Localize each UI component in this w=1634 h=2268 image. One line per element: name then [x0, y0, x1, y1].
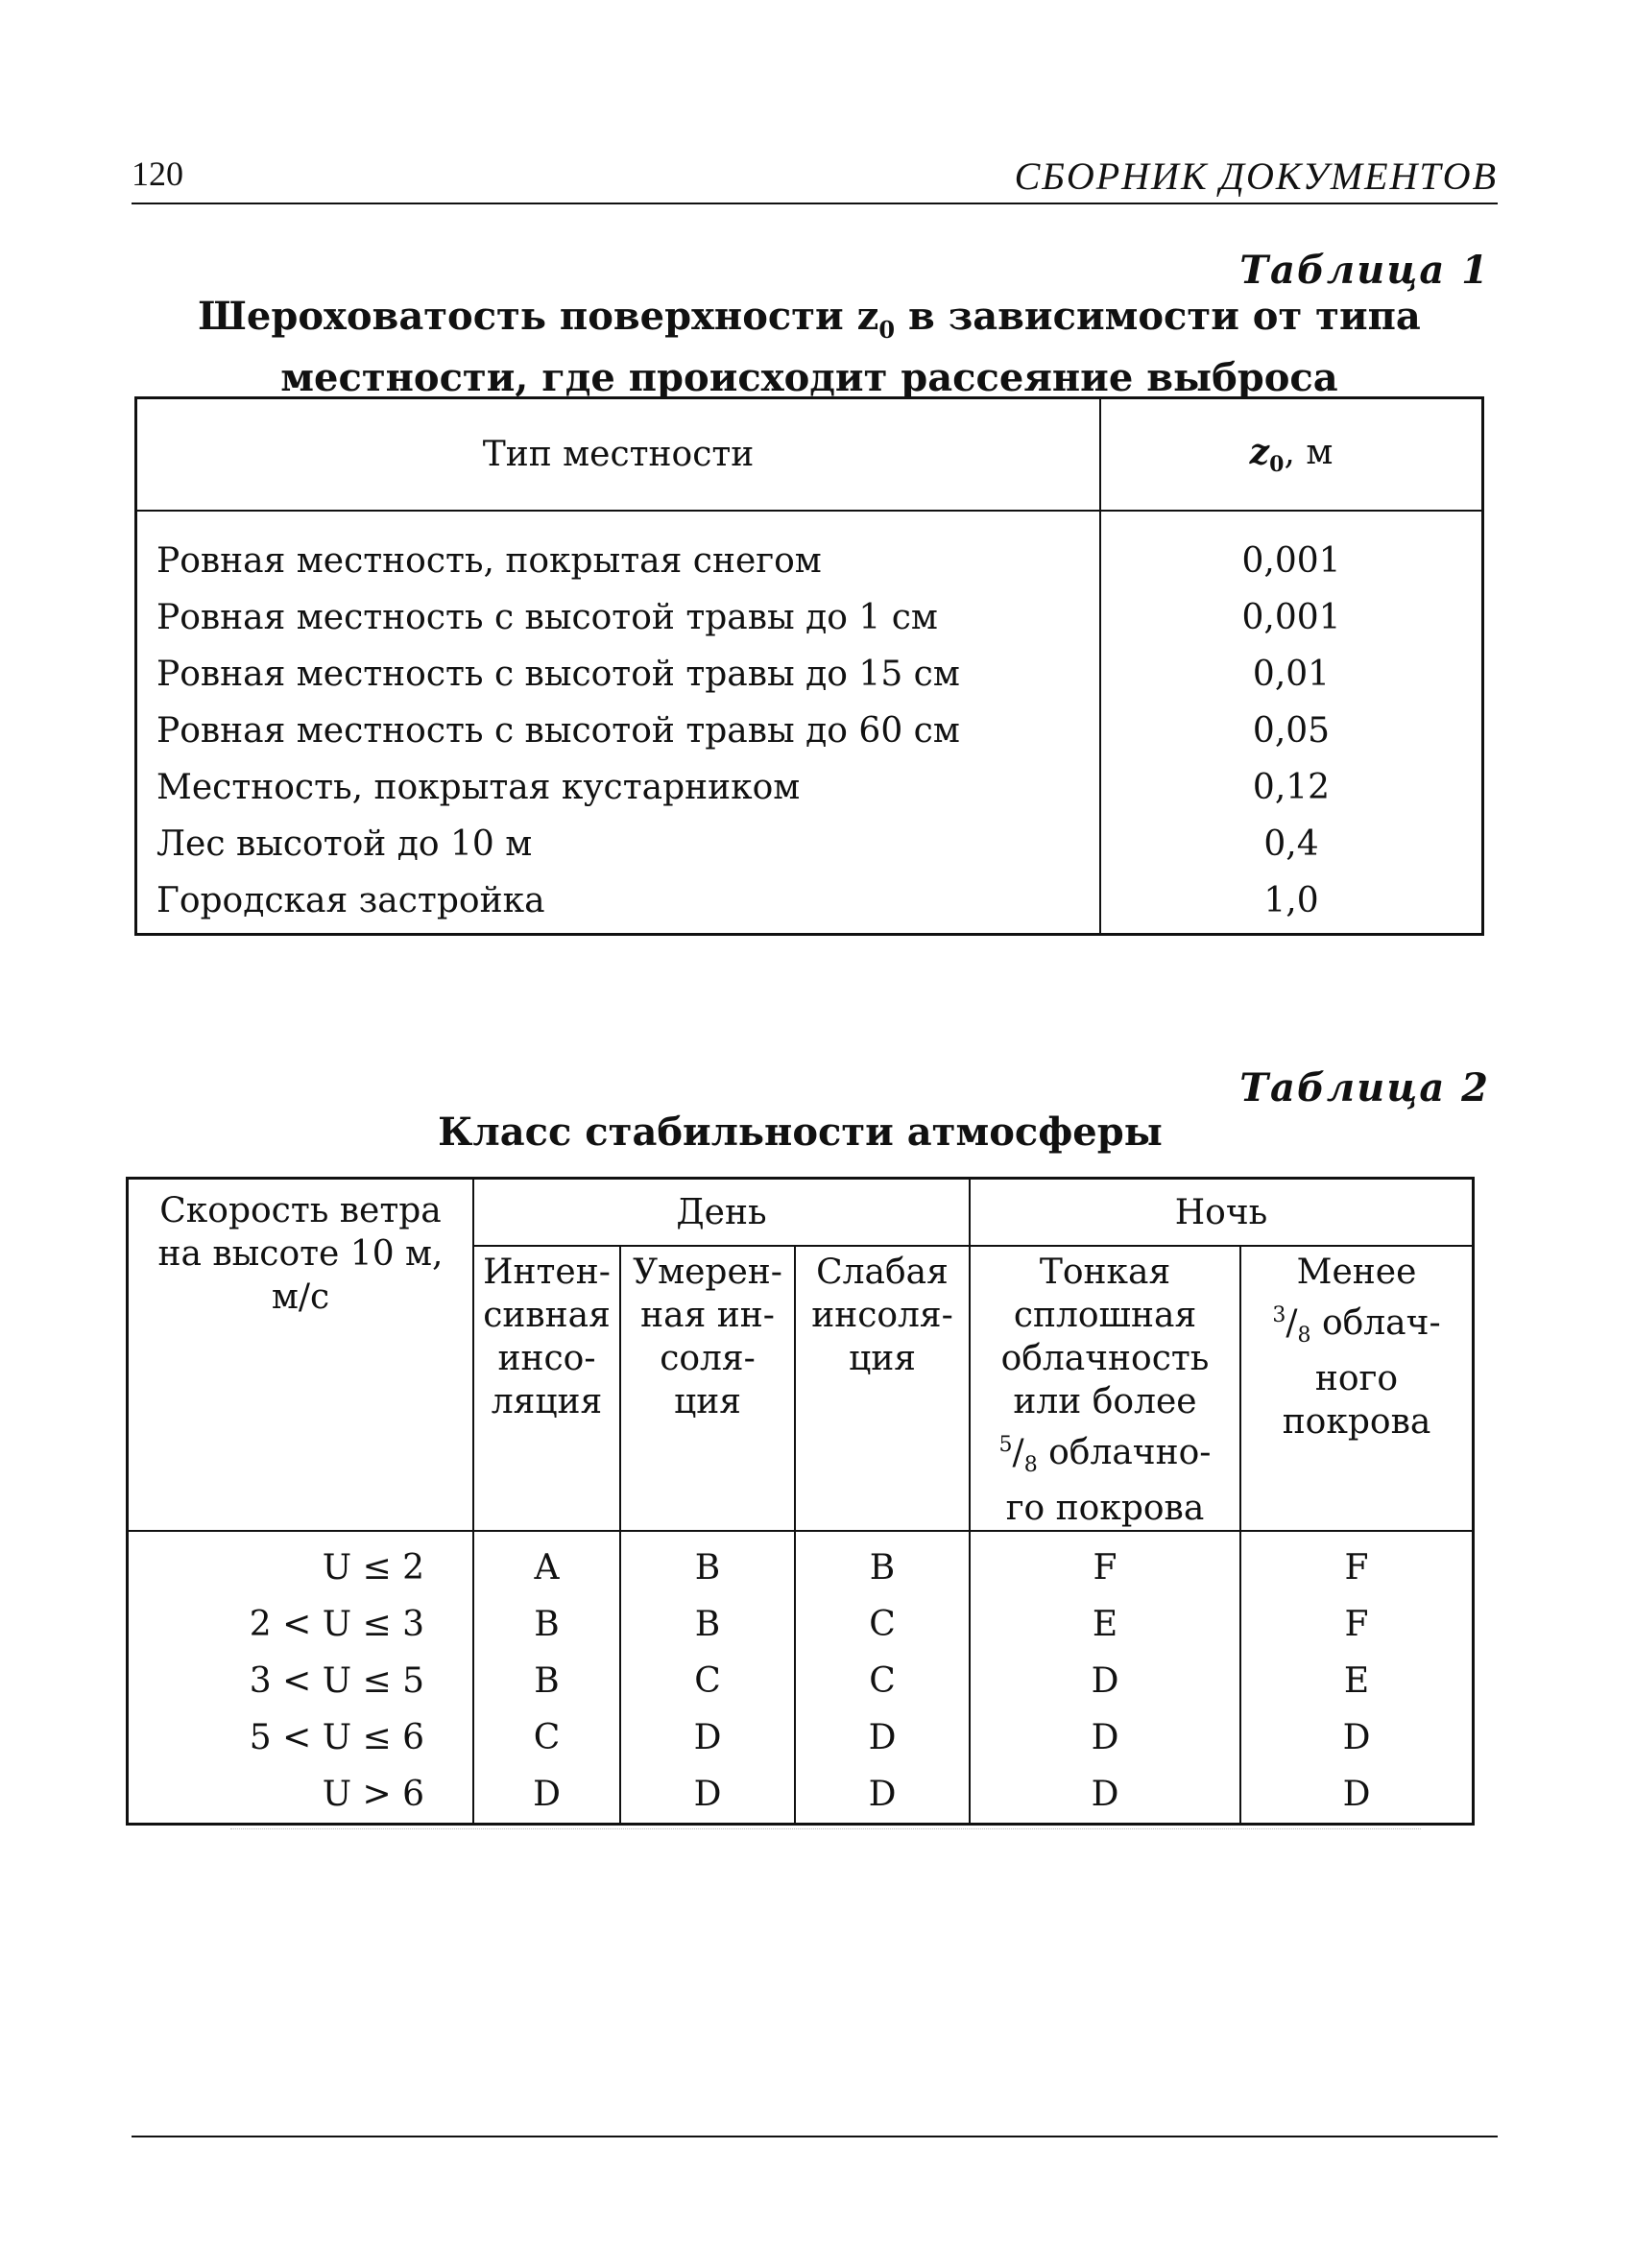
z0-header [1100, 398, 1483, 512]
table-row [136, 703, 1483, 759]
header-rule [132, 203, 1498, 204]
z0-cell: 0,01 [1100, 646, 1483, 703]
class-cell: B [473, 1596, 620, 1653]
z0-header-sub: 0 [1269, 452, 1285, 478]
class-cell: D [970, 1766, 1240, 1825]
header-line: соля- [660, 1339, 756, 1378]
fraction-denominator: 8 [1023, 1453, 1038, 1478]
header-line: ция [849, 1339, 916, 1378]
header-line: Слабая [816, 1253, 949, 1292]
header-line: сивная [483, 1296, 611, 1335]
table1-title-part2: в зависимости от типа [895, 294, 1421, 339]
header-line: го покрова [1005, 1489, 1205, 1529]
table-row [128, 1709, 1474, 1766]
class-cell: E [970, 1596, 1240, 1653]
fraction-numerator: 3 [1272, 1303, 1286, 1327]
terrain-cell: Ровная местность с высотой травы до 15 см [156, 654, 960, 694]
wind-speed-cell: U ≤ 2 [128, 1531, 474, 1596]
table1-title [134, 293, 1484, 402]
z0-cell: 0,001 [1100, 589, 1483, 646]
class-cell: F [1240, 1596, 1474, 1653]
wind-speed-cell: 5 < U ≤ 6 [128, 1709, 474, 1766]
running-head: СБОРНИК ДОКУМЕНТОВ [1014, 155, 1498, 198]
header-line: инсоля- [811, 1296, 953, 1335]
moderate-insolation-header [620, 1246, 795, 1531]
header-line: ного [1314, 1359, 1399, 1399]
class-cell: D [473, 1766, 620, 1825]
roughness-table [134, 396, 1484, 936]
wind-speed-header [128, 1179, 474, 1532]
table-row [128, 1596, 1474, 1653]
table-row [136, 646, 1483, 703]
class-cell: F [970, 1531, 1240, 1596]
class-cell: C [795, 1596, 970, 1653]
header-line: инсо- [497, 1339, 596, 1378]
scan-dots [230, 1828, 1421, 1829]
header-text: облач- [1310, 1303, 1441, 1343]
wind-speed-header-line: на высоте 10 м, [157, 1234, 444, 1274]
table-row [128, 1531, 1474, 1596]
header-line: Тонкая [1039, 1253, 1171, 1292]
stability-class-table [126, 1177, 1475, 1826]
terrain-cell: Ровная местность, покрытая снегом [156, 540, 822, 581]
strong-insolation-header [473, 1246, 620, 1531]
page-number: 120 [132, 155, 183, 193]
class-cell: B [620, 1531, 795, 1596]
header-line: ляция [491, 1382, 603, 1421]
z0-header-unit: , м [1284, 432, 1334, 472]
wind-speed-header-line: Скорость ветра [159, 1191, 442, 1230]
z0-cell: 0,12 [1100, 759, 1483, 816]
table-row [136, 872, 1483, 935]
header-line: Менее [1296, 1253, 1417, 1292]
fraction-denominator: 8 [1297, 1324, 1311, 1349]
class-cell: C [795, 1653, 970, 1709]
terrain-cell: Местность, покрытая кустарником [156, 767, 801, 807]
night-header: Ночь [970, 1179, 1474, 1247]
class-cell: C [473, 1709, 620, 1766]
terrain-cell: Ровная местность с высотой травы до 60 см [156, 710, 960, 751]
table1-title-part1: Шероховатость поверхности z [198, 294, 879, 339]
terrain-cell: Лес высотой до 10 м [156, 824, 533, 864]
header-line: облачность [1000, 1339, 1210, 1378]
header-line: ция [674, 1382, 741, 1421]
header-line: $^5/_8$ облачно- [998, 1433, 1212, 1478]
wind-speed-cell: U > 6 [128, 1766, 474, 1825]
wind-speed-cell: 2 < U ≤ 3 [128, 1596, 474, 1653]
table-row [136, 816, 1483, 872]
z0-header-var: z [1249, 431, 1270, 472]
table2-title: Класс стабильности атмосферы [438, 1110, 1163, 1155]
class-cell: D [620, 1766, 795, 1825]
class-cell: A [473, 1531, 620, 1596]
terrain-cell: Городская застройка [156, 880, 545, 920]
class-cell: D [795, 1709, 970, 1766]
class-cell: D [620, 1709, 795, 1766]
class-cell: B [473, 1653, 620, 1709]
header-line: $^3/_8$ облач- [1272, 1303, 1441, 1349]
class-cell: E [1240, 1653, 1474, 1709]
table1-title-sub: 0 [878, 316, 896, 344]
z0-cell: 1,0 [1100, 872, 1483, 935]
table1-title-line2: местности, где происходит рассеяние выброса [280, 355, 1338, 400]
fraction-numerator: 5 [998, 1433, 1013, 1457]
table2-header-row-1 [128, 1179, 1474, 1247]
day-header: День [473, 1179, 970, 1247]
weak-insolation-header [795, 1246, 970, 1531]
header-line: или более [1013, 1382, 1197, 1421]
header-line: сплошная [1013, 1296, 1197, 1335]
table-row [128, 1653, 1474, 1709]
class-cell: D [970, 1653, 1240, 1709]
wind-speed-header-line: м/с [271, 1277, 330, 1317]
table2-label: Таблица 2 [1239, 1065, 1490, 1110]
z0-cell: 0,05 [1100, 703, 1483, 759]
class-cell: D [1240, 1766, 1474, 1825]
class-cell: F [1240, 1531, 1474, 1596]
wind-speed-cell: 3 < U ≤ 5 [128, 1653, 474, 1709]
class-cell: D [1240, 1709, 1474, 1766]
table-row [136, 759, 1483, 816]
header-line: Интен- [483, 1253, 611, 1292]
z0-cell: 0,001 [1100, 511, 1483, 589]
header-line: покрова [1282, 1402, 1431, 1443]
class-cell: D [795, 1766, 970, 1825]
table-row [128, 1766, 1474, 1825]
table1-header-row [136, 398, 1483, 512]
class-cell: B [795, 1531, 970, 1596]
terrain-type-header: Тип местности [136, 398, 1101, 512]
table-row [136, 511, 1483, 589]
class-cell: D [970, 1709, 1240, 1766]
header-text: облачно- [1037, 1433, 1212, 1472]
header-line: ная ин- [640, 1296, 775, 1335]
class-cell: B [620, 1596, 795, 1653]
z0-cell: 0,4 [1100, 816, 1483, 872]
thin-overcast-header [970, 1246, 1240, 1531]
low-cloud-header [1240, 1246, 1474, 1531]
class-cell: C [620, 1653, 795, 1709]
table-row [136, 589, 1483, 646]
header-line: Умерен- [633, 1253, 782, 1292]
table1-label: Таблица 1 [1239, 248, 1490, 293]
footer-rule [132, 2136, 1498, 2137]
terrain-cell: Ровная местность с высотой травы до 1 см [156, 597, 938, 637]
